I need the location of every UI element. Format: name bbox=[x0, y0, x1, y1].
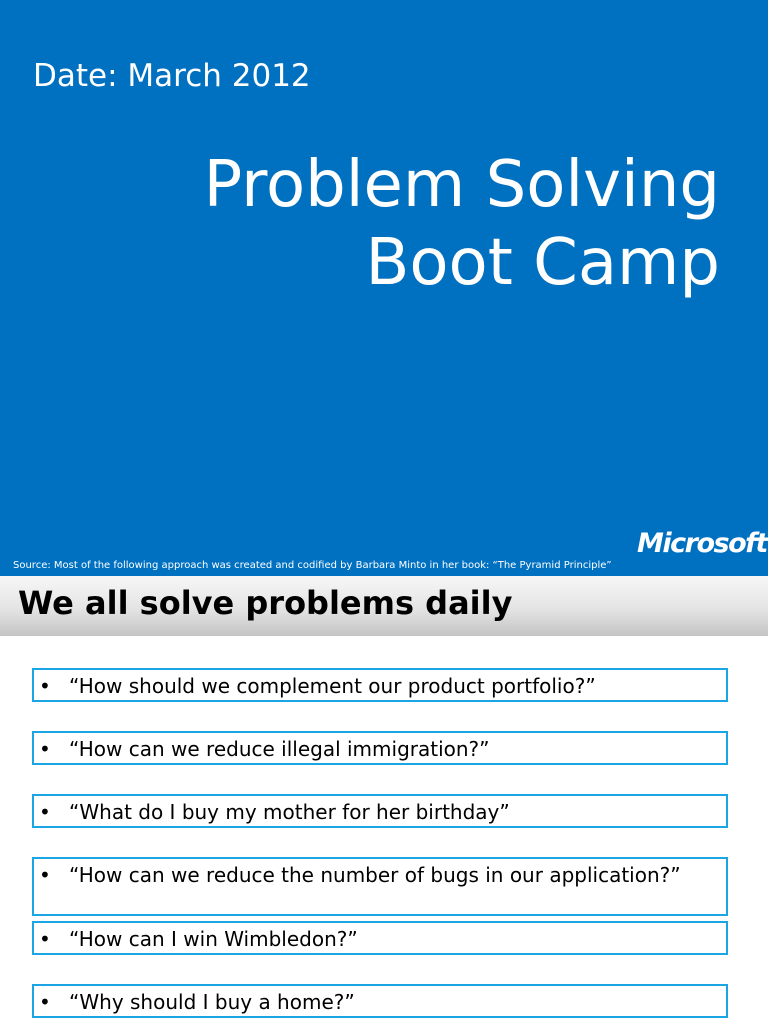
title-line-1: Problem Solving bbox=[203, 148, 720, 222]
bullet-icon: • bbox=[39, 927, 51, 951]
title-line-2: Boot Camp bbox=[365, 226, 720, 300]
question-text: “How can we reduce the number of bugs in our application?” bbox=[69, 863, 681, 887]
question-text: “How can I win Wimbledon?” bbox=[69, 927, 358, 951]
question-text: “How should we complement our product portfolio?” bbox=[69, 674, 596, 698]
bullet-icon: • bbox=[39, 674, 51, 698]
bullet-icon: • bbox=[39, 737, 51, 761]
question-text: “Why should I buy a home?” bbox=[69, 990, 355, 1014]
heading-band bbox=[0, 576, 768, 636]
slide-title bbox=[20, 146, 720, 302]
microsoft-logo: Microsoft bbox=[637, 528, 767, 559]
question-box bbox=[32, 984, 728, 1018]
question-box bbox=[32, 921, 728, 955]
bullet-icon: • bbox=[39, 800, 51, 824]
bullet-icon: • bbox=[39, 863, 51, 887]
slide-heading: We all solve problems daily bbox=[18, 584, 513, 622]
question-box bbox=[32, 794, 728, 828]
question-text: “How can we reduce illegal immigration?” bbox=[69, 737, 490, 761]
source-note: Source: Most of the following approach was created and codified by Barbara Minto in her book: “The Pyramid Principle” bbox=[13, 560, 612, 571]
question-box bbox=[32, 731, 728, 765]
question-box bbox=[32, 668, 728, 702]
content-slide bbox=[0, 576, 768, 1024]
bullet-icon: • bbox=[39, 990, 51, 1014]
question-text: “What do I buy my mother for her birthday” bbox=[69, 800, 510, 824]
date-label: Date: March 2012 bbox=[33, 58, 311, 94]
question-box bbox=[32, 857, 728, 916]
